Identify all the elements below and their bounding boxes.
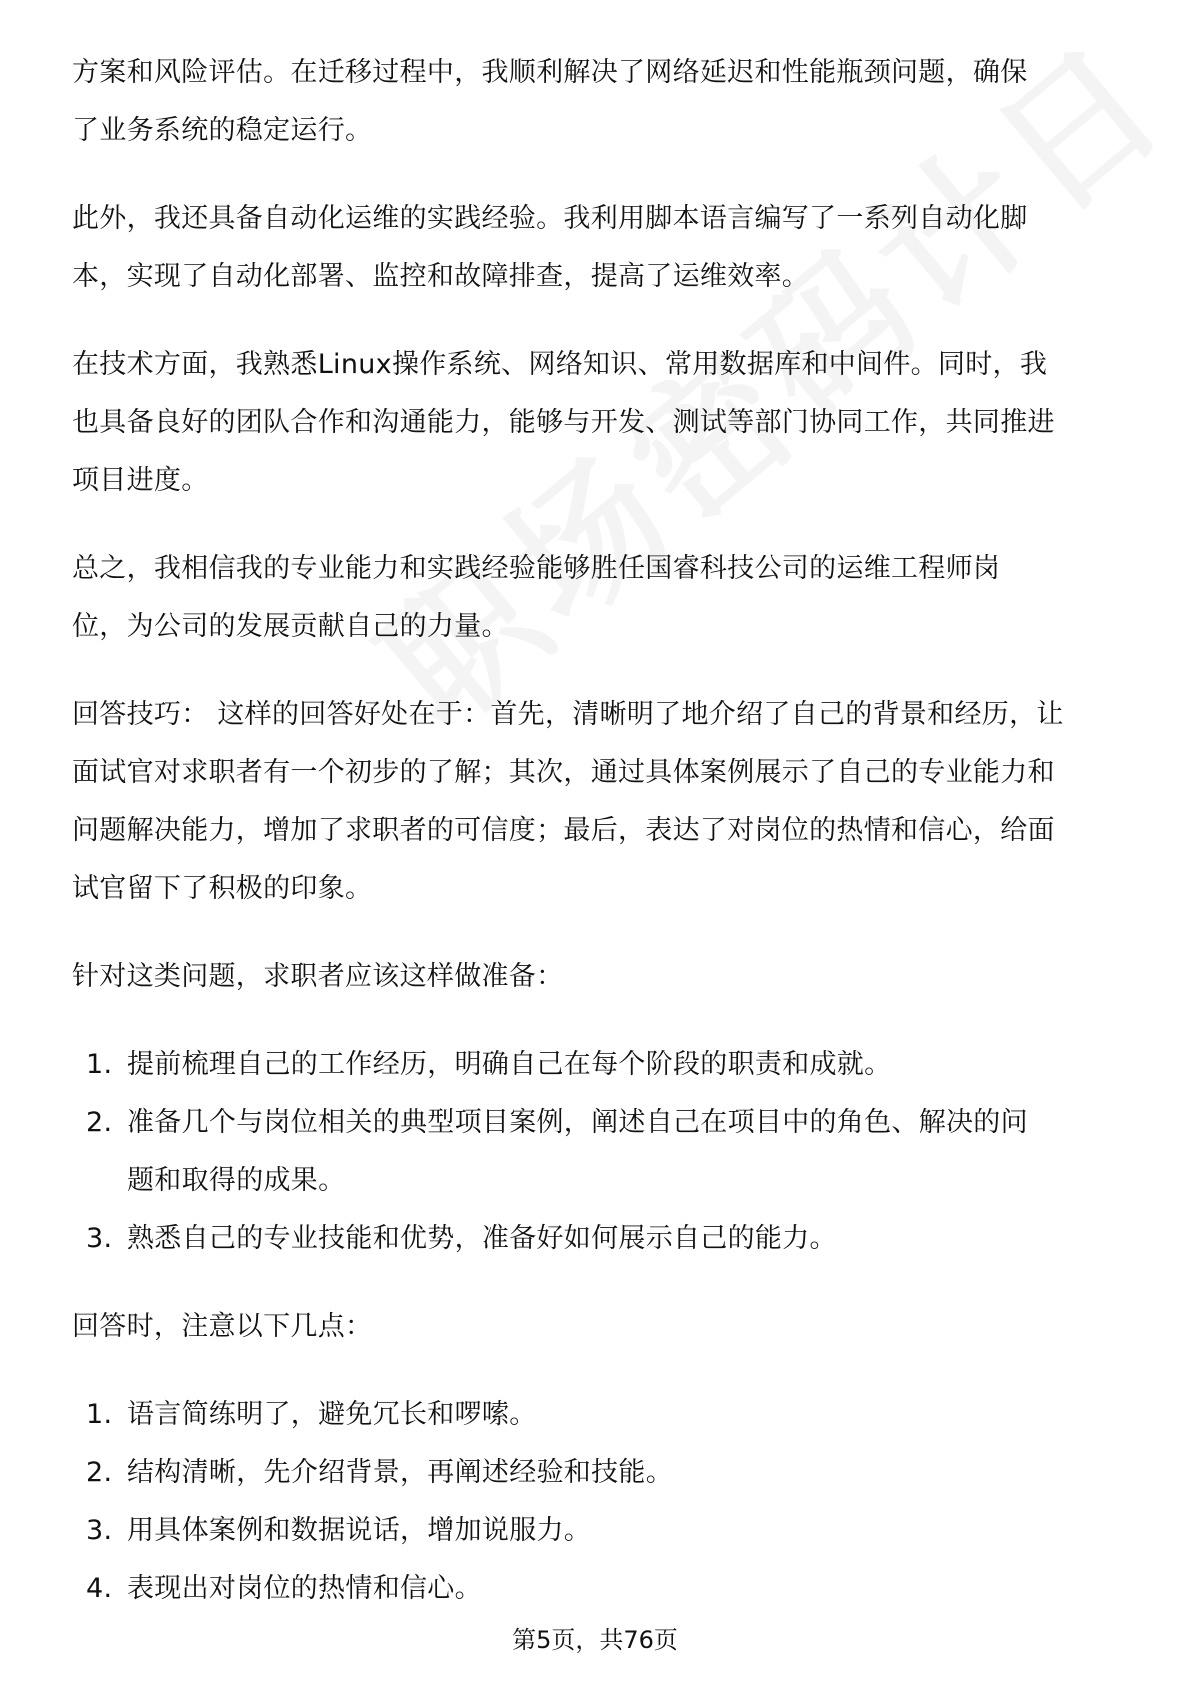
- paragraph-answer-tips: 回答技巧： 这样的回答好处在于：首先，清晰明了地介绍了自己的背景和经历，让面试官对求职者有一个初步的了解；其次，通过具体案例展示了自己的专业能力和问题解决能力，增加了求职者的可信度；最后，表达了对岗位的热情和信心，给面试官留下了积极的印象。: [72, 699, 1064, 904]
- paragraph-automation: 此外，我还具备自动化运维的实践经验。我利用脚本语言编写了一系列自动化脚本，实现了自动化部署、监控和故障排查，提高了运维效率。: [72, 203, 1028, 292]
- list-text: 结构清晰，先介绍背景，再阐述经验和技能。: [127, 1457, 673, 1488]
- list-text: 提前梳理自己的工作经历，明确自己在每个阶段的职责和成就。: [127, 1049, 892, 1080]
- document-body: [72, 44, 1132, 1648]
- list-text: 准备几个与岗位相关的典型项目案例，阐述自己在项目中的角色、解决的问题和取得的成果。: [127, 1107, 1028, 1196]
- list-text: 熟悉自己的专业技能和优势，准备好如何展示自己的能力。: [127, 1223, 837, 1254]
- list-item: [72, 1502, 1132, 1560]
- list-number: 2.: [86, 1107, 113, 1138]
- list-number: 4.: [86, 1573, 113, 1604]
- page-number-footer: 第5页，共76页: [512, 1626, 678, 1654]
- prep-list: [72, 1036, 1132, 1268]
- list-number: 2.: [86, 1457, 113, 1488]
- paragraph-migration: 方案和风险评估。在迁移过程中，我顺利解决了网络延迟和性能瓶颈问题，确保了业务系统的稳定运行。: [72, 57, 1028, 146]
- list-text: 语言简练明了，避免冗长和啰嗦。: [127, 1399, 537, 1430]
- list-item: [72, 1036, 1132, 1094]
- list-number: 3.: [86, 1223, 113, 1254]
- tips-list: [72, 1386, 1132, 1618]
- list-number: 1.: [86, 1399, 113, 1430]
- prep-heading: 针对这类问题，求职者应该这样做准备：: [72, 961, 564, 992]
- tips-heading: 回答时，注意以下几点：: [72, 1311, 373, 1342]
- list-text: 表现出对岗位的热情和信心。: [127, 1573, 482, 1604]
- paragraph-conclusion: 总之，我相信我的专业能力和实践经验能够胜任国睿科技公司的运维工程师岗位，为公司的发展贡献自己的力量。: [72, 553, 1001, 642]
- list-text: 用具体案例和数据说话，增加说服力。: [127, 1515, 592, 1546]
- list-item: [72, 1444, 1132, 1502]
- paragraph-technical: 在技术方面，我熟悉Linux操作系统、网络知识、常用数据库和中间件。同时，我也具备良好的团队合作和沟通能力，能够与开发、测试等部门协同工作，共同推进项目进度。: [72, 349, 1055, 496]
- list-item: [72, 1094, 1047, 1210]
- list-item: [72, 1386, 1132, 1444]
- list-number: 3.: [86, 1515, 113, 1546]
- list-item: [72, 1210, 1132, 1268]
- list-item: [72, 1560, 1132, 1618]
- list-number: 1.: [86, 1049, 113, 1080]
